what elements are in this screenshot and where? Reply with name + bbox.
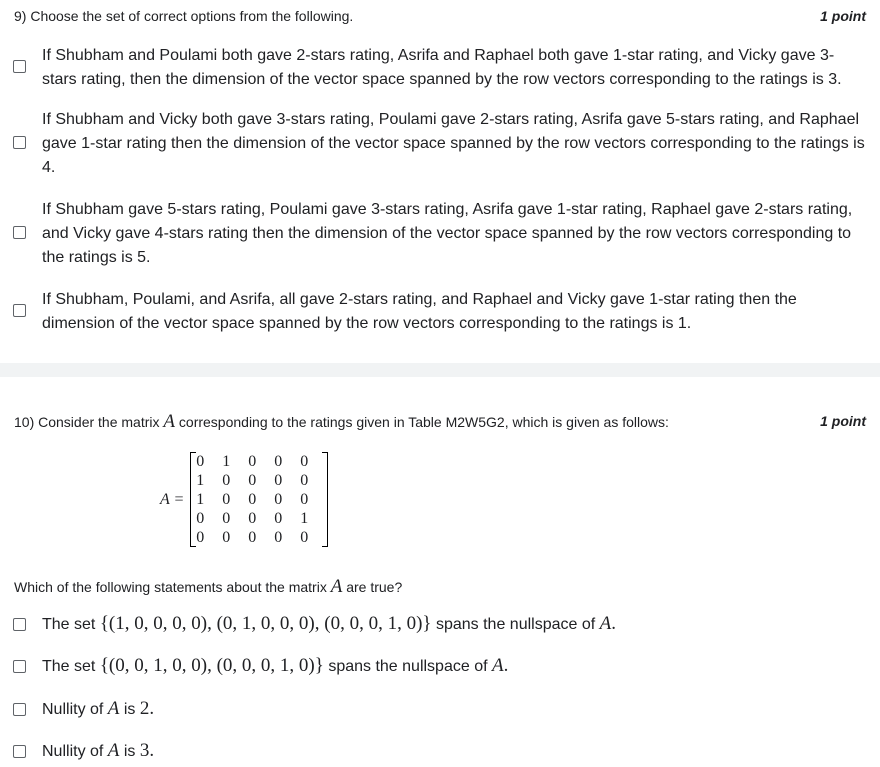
matrix-label: A = bbox=[160, 490, 185, 508]
option-text: The set {(0, 0, 1, 0, 0), (0, 0, 0, 1, 0)} spans the nullspace of A. bbox=[42, 655, 509, 676]
checkbox[interactable] bbox=[13, 136, 26, 149]
matrix-cell: 0 bbox=[300, 491, 309, 508]
matrix-cell: 1 bbox=[196, 491, 205, 508]
matrix-cell: 0 bbox=[248, 472, 257, 489]
checkbox[interactable] bbox=[13, 745, 26, 758]
matrix-cell: 0 bbox=[248, 510, 257, 527]
matrix-cell: 0 bbox=[300, 453, 309, 470]
points-label: 1 point bbox=[820, 413, 866, 429]
option-text: If Shubham gave 5-stars rating, Poulami gave 3-stars rating, Asrifa gave 1-star rating, Raphael gave 2-stars rating, and Vicky gave 4-stars rating then the dimension of the vector space spanned by the row vectors corresponding to the ratings is 5. bbox=[42, 201, 853, 266]
option-text: If Shubham, Poulami, and Asrifa, all gave 2-stars rating, and Raphael and Vicky gave 1-star rating then the dimension of the vector space spanned by the row vectors corresponding to the ratings is 1. bbox=[42, 291, 797, 332]
matrix-cell: 0 bbox=[222, 529, 231, 546]
matrix-cell: 1 bbox=[222, 453, 231, 470]
matrix-cell: 0 bbox=[300, 529, 309, 546]
option-text: Nullity of A is 2. bbox=[42, 698, 155, 719]
matrix-cell: 0 bbox=[222, 491, 231, 508]
option-text: If Shubham and Poulami both gave 2-stars rating, Asrifa and Raphael both gave 1-star rating, and Vicky gave 3-stars rating, then the dimension of the vector space spanned by the row vectors corresponding to the ratings is 3. bbox=[42, 47, 842, 88]
matrix-cell: 0 bbox=[222, 472, 231, 489]
checkbox[interactable] bbox=[13, 226, 26, 239]
matrix-cell: 0 bbox=[196, 529, 205, 546]
matrix-cell: 0 bbox=[248, 529, 257, 546]
matrix-cell: 0 bbox=[196, 453, 205, 470]
matrix-grid bbox=[190, 452, 328, 547]
matrix-cell: 0 bbox=[196, 510, 205, 527]
checkbox[interactable] bbox=[13, 618, 26, 631]
question-prompt: Which of the following statements about the matrix A are true? bbox=[14, 576, 403, 597]
checkbox[interactable] bbox=[13, 60, 26, 73]
checkbox[interactable] bbox=[13, 703, 26, 716]
matrix-cell: 0 bbox=[274, 453, 283, 470]
matrix-cell: 0 bbox=[248, 453, 257, 470]
matrix-cell: 0 bbox=[274, 472, 283, 489]
matrix-a bbox=[160, 452, 328, 547]
matrix-cell: 1 bbox=[300, 510, 309, 527]
option-text: Nullity of A is 3. bbox=[42, 740, 155, 761]
matrix-cell: 0 bbox=[274, 529, 283, 546]
question-title: 10) Consider the matrix A corresponding to the ratings given in Table M2W5G2, which is given as follows: bbox=[14, 411, 669, 432]
matrix-cell: 1 bbox=[196, 472, 205, 489]
question-separator bbox=[0, 363, 880, 377]
matrix-cell: 0 bbox=[274, 491, 283, 508]
checkbox[interactable] bbox=[13, 304, 26, 317]
matrix-cell: 0 bbox=[300, 472, 309, 489]
question-title: 9) Choose the set of correct options from the following. bbox=[14, 8, 354, 24]
option-text: If Shubham and Vicky both gave 3-stars rating, Poulami gave 2-stars rating, Asrifa gave 5-stars rating, and Raphael gave 1-star rating then the dimension of the vector space spanned by the row vectors corresponding to the ratings is 4. bbox=[42, 111, 865, 176]
checkbox[interactable] bbox=[13, 660, 26, 673]
points-label: 1 point bbox=[820, 8, 866, 24]
matrix-cell: 0 bbox=[248, 491, 257, 508]
matrix-cell: 0 bbox=[222, 510, 231, 527]
matrix-cell: 0 bbox=[274, 510, 283, 527]
option-text: The set {(1, 0, 0, 0, 0), (0, 1, 0, 0, 0), (0, 0, 0, 1, 0)} spans the nullspace of A. bbox=[42, 613, 616, 634]
